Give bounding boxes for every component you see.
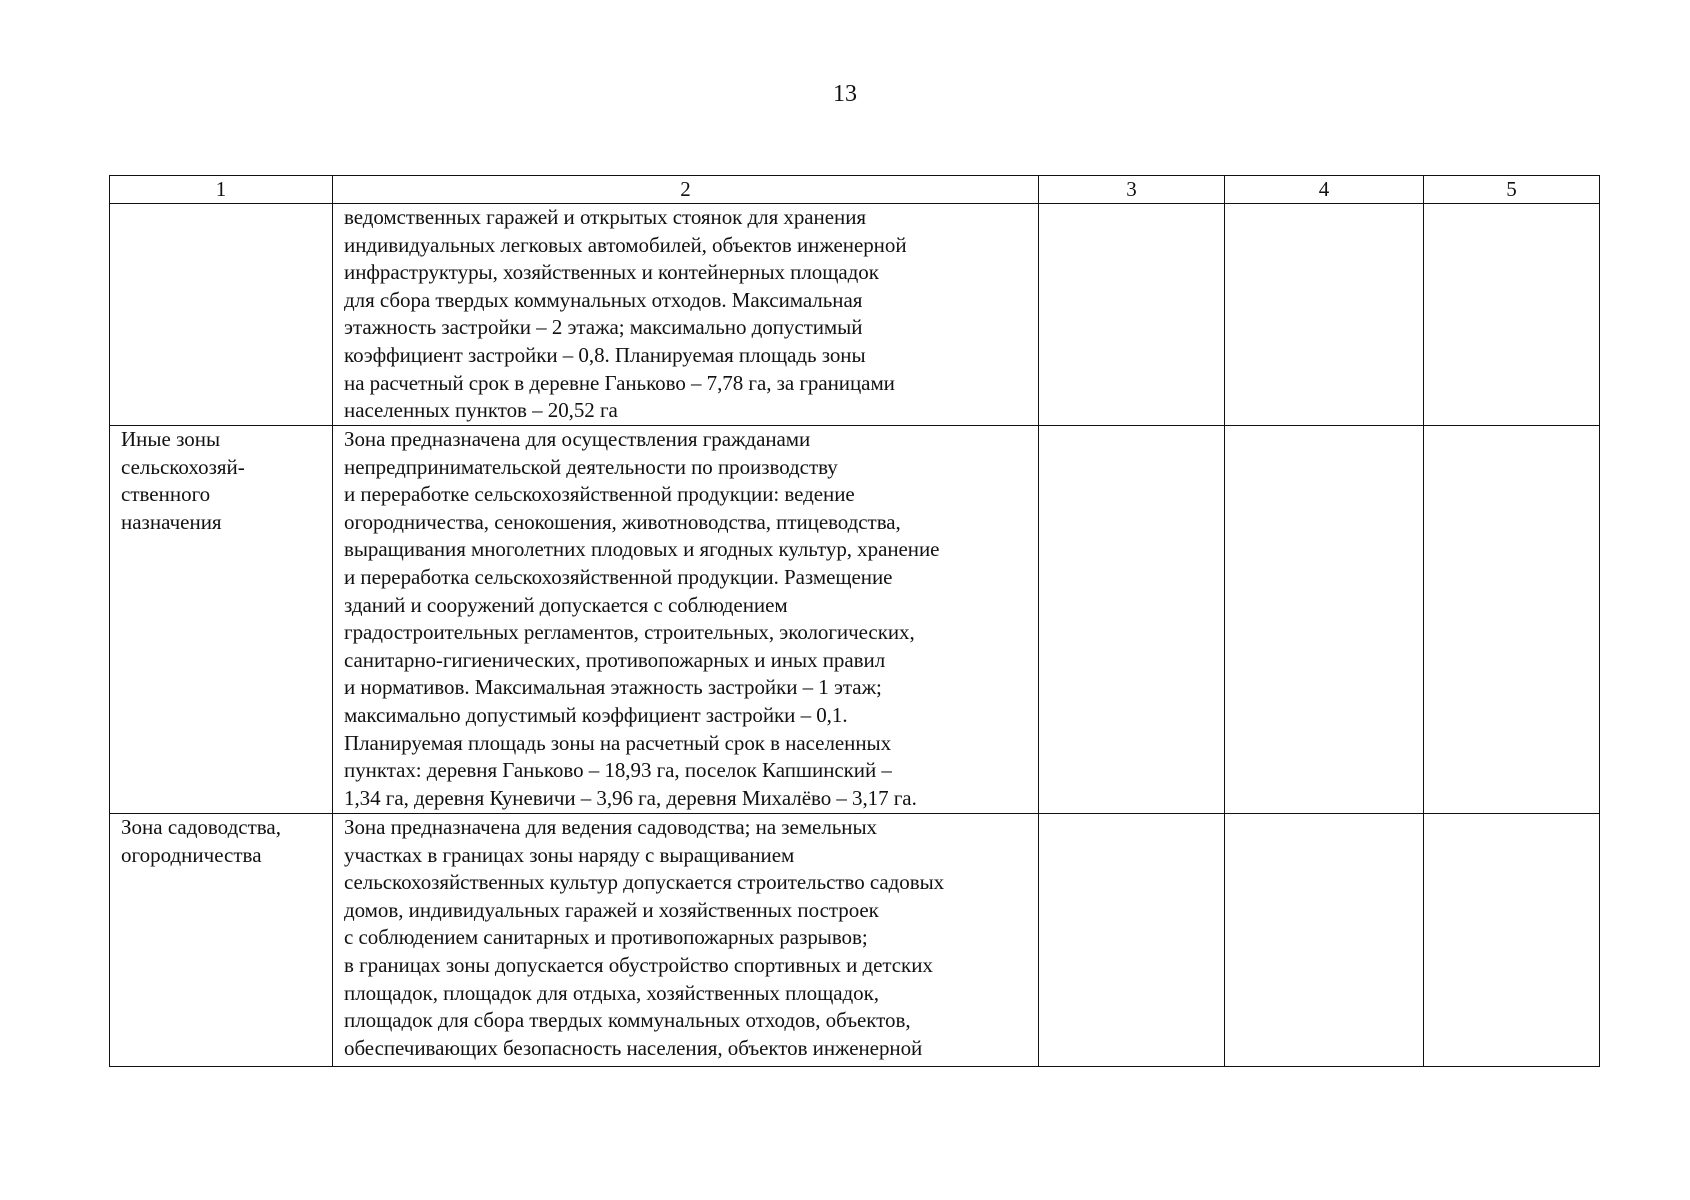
zone-name-cell xyxy=(110,426,333,814)
zone-name-line: ственного xyxy=(121,482,211,507)
header-col-5: 5 xyxy=(1424,176,1600,204)
zone-description-line: этажность застройки – 2 этажа; максимально допустимый xyxy=(344,315,863,340)
zone-description-line: выращивания многолетних плодовых и ягодных культур, хранение xyxy=(344,537,940,562)
zone-description-line: Планируемая площадь зоны на расчетный срок в населенных xyxy=(344,730,892,755)
zone-description-line: участках в границах зоны наряду с выращиванием xyxy=(344,842,795,867)
zone-description-line: инфраструктуры, хозяйственных и контейнерных площадок xyxy=(344,260,879,285)
table-row xyxy=(110,204,1600,426)
zone-description-line: санитарно-гигиенических, противопожарных и иных правил xyxy=(344,647,886,672)
zone-description-line: 1,34 га, деревня Куневичи – 3,96 га, деревня Михалёво – 3,17 га. xyxy=(344,785,917,810)
zone-description-line: огородничества, сенокошения, животноводства, птицеводства, xyxy=(344,509,901,534)
zone-name-line: назначения xyxy=(121,509,222,534)
zone-name-cell xyxy=(110,814,333,1067)
zone-description-line: населенных пунктов – 20,52 га xyxy=(344,398,618,423)
zone-description-line: непредпринимательской деятельности по производству xyxy=(344,454,838,479)
header-col-2: 2 xyxy=(333,176,1039,204)
zone-description-line: ведомственных гаражей и открытых стоянок для хранения xyxy=(344,205,867,229)
table-row xyxy=(110,426,1600,814)
zone-description-line: на расчетный срок в деревне Ганьково – 7,78 га, за границами xyxy=(344,370,895,395)
zone-description-line: площадок, площадок для отдыха, хозяйственных площадок, xyxy=(344,980,879,1005)
empty-cell-col-4 xyxy=(1225,204,1424,426)
zone-name-line: сельскохозяй- xyxy=(121,454,245,479)
zone-description-line: и переработке сельскохозяйственной продукции: ведение xyxy=(344,482,855,507)
zone-description-line: обеспечивающих безопасность населения, объектов инженерной xyxy=(344,1035,923,1060)
zone-description-line: с соблюдением санитарных и противопожарных разрывов; xyxy=(344,925,868,950)
empty-cell-col-4 xyxy=(1225,426,1424,814)
table-body xyxy=(110,204,1600,1067)
table-row xyxy=(110,814,1600,1067)
table-header xyxy=(110,176,1600,204)
zoning-table xyxy=(109,175,1600,1067)
zone-description-line: для сбора твердых коммунальных отходов. Максимальная xyxy=(344,287,863,312)
page-number: 13 xyxy=(833,81,857,107)
empty-cell-col-3 xyxy=(1039,204,1225,426)
zone-description-line: в границах зоны допускается обустройство спортивных и детских xyxy=(344,952,933,977)
empty-cell-col-3 xyxy=(1039,814,1225,1067)
zone-description-line: градостроительных регламентов, строительных, экологических, xyxy=(344,620,915,645)
zone-description-line: индивидуальных легковых автомобилей, объектов инженерной xyxy=(344,232,907,257)
header-row xyxy=(110,176,1600,204)
header-col-3: 3 xyxy=(1039,176,1225,204)
zone-description-line: площадок для сбора твердых коммунальных отходов, объектов, xyxy=(344,1008,911,1033)
header-col-1: 1 xyxy=(110,176,333,204)
zone-description-line: максимально допустимый коэффициент застройки – 0,1. xyxy=(344,702,848,727)
zone-description-line: коэффициент застройки – 0,8. Планируемая площадь зоны xyxy=(344,342,866,367)
zone-name-line: Иные зоны xyxy=(121,427,221,451)
zone-description-line: Зона предназначена для осуществления гражданами xyxy=(344,427,811,451)
zone-description-cell xyxy=(333,814,1039,1067)
empty-cell-col-5 xyxy=(1424,426,1600,814)
header-col-4: 4 xyxy=(1225,176,1424,204)
empty-cell-col-4 xyxy=(1225,814,1424,1067)
zone-description-line: и нормативов. Максимальная этажность застройки – 1 этаж; xyxy=(344,675,882,700)
zone-description-cell xyxy=(333,204,1039,426)
empty-cell-col-3 xyxy=(1039,426,1225,814)
zone-name-line: Зона садоводства, xyxy=(121,815,281,839)
zone-name-cell xyxy=(110,204,333,426)
zone-description-line: и переработка сельскохозяйственной продукции. Размещение xyxy=(344,564,893,589)
zone-description-line: пунктах: деревня Ганьково – 18,93 га, поселок Капшинский – xyxy=(344,758,892,783)
zone-description-cell xyxy=(333,426,1039,814)
zone-name-line: огородничества xyxy=(121,842,262,867)
zone-description-line: сельскохозяйственных культур допускается строительство садовых xyxy=(344,870,945,895)
empty-cell-col-5 xyxy=(1424,814,1600,1067)
empty-cell-col-5 xyxy=(1424,204,1600,426)
zone-description-line: зданий и сооружений допускается с соблюдением xyxy=(344,592,788,617)
zone-description-line: домов, индивидуальных гаражей и хозяйственных построек xyxy=(344,897,879,922)
zone-description-line: Зона предназначена для ведения садоводства; на земельных xyxy=(344,815,877,839)
